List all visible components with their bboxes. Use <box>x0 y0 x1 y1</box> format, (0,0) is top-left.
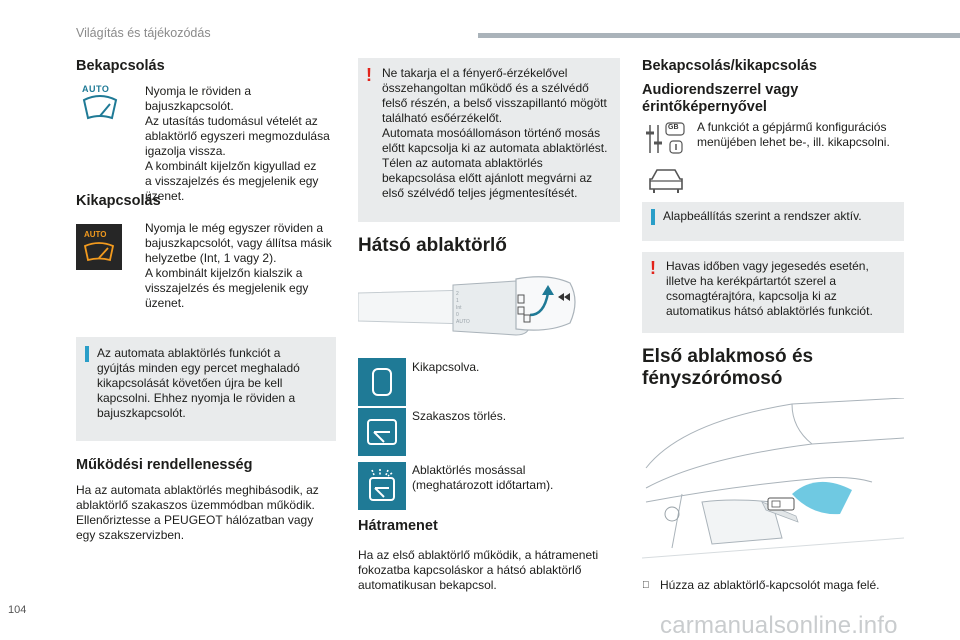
rear-wiper-intermittent-icon <box>358 408 406 456</box>
stalk-label: Int <box>456 305 462 311</box>
settings-sliders-icon <box>644 121 688 157</box>
gb-label: GB <box>668 124 679 131</box>
info-note-text-1: Az automata ablaktörlés funkciót a gyújtás minden egy percet meghaladó kikapcsolását követően újra be kell kapcsolni. Ehhez nyomja le röviden a bajuszkapcsolót. <box>97 346 300 420</box>
info-icon <box>85 346 89 362</box>
info-note-text-2: Alapbeállítás szerint a rendszer aktív. <box>663 209 862 223</box>
heading-bekapcsolas: Bekapcsolás <box>76 58 165 74</box>
heading-hatso-ablaktorlo: Hátsó ablaktörlő <box>358 235 507 256</box>
bullet-arrow-icon <box>642 578 658 593</box>
heading-audiorendszer: Audiorendszerrel vagy érintőképernyővel <box>642 82 799 115</box>
page-header <box>0 0 960 44</box>
mode-off-text: Kikapcsolva. <box>412 360 480 374</box>
heading-elso-ablakmoso: Első ablakmosó és fényszórómosó <box>642 346 814 389</box>
heading-bekapcsolas-kikapcsolas: Bekapcsolás/kikapcsolás <box>642 58 817 74</box>
page-number: 104 <box>8 604 27 616</box>
watermark: carmanualsonline.info <box>660 612 898 639</box>
config-menu-text: A funkciót a gépjármű konfigurációs menüjében lehet be-, ill. kikapcsolni. <box>697 120 890 149</box>
stalk-label: AUTO <box>456 319 470 325</box>
car-front-illustration <box>642 398 904 566</box>
mode-intermittent-text: Szakaszos törlés. <box>412 409 507 423</box>
mukodesi-text: Ha az automata ablaktörlés meghibásodik, az ablaktörlő szakaszos üzemmódban működik. Ellenőriztesse a PEUGEOT hálózatban vagy egy szakszervizben. <box>76 483 319 542</box>
rear-wiper-stalk-illustration <box>358 275 620 345</box>
stalk-label: 2 <box>456 291 459 297</box>
header-bar <box>478 33 960 38</box>
rear-wiper-wash-icon <box>358 462 406 510</box>
vehicle-settings-icon <box>646 167 686 195</box>
hatramenet-text: Ha az első ablaktörlő működik, a hátrameneti fokozatba kapcsoláskor a hátsó ablaktörlő automatikusan bekapcsol. <box>358 548 599 592</box>
auto-wiper-indicator-icon <box>76 224 122 270</box>
warn-note-text-2: Havas időben vagy jegesedés esetén, illetve ha kerékpártartót szerel a csomagtérajtóra, kapcsolja ki az automatikus hátsó ablaktörlés funkciót. <box>666 259 873 318</box>
heading-mukodesi-rendellenesseg: Működési rendellenesség <box>76 457 253 473</box>
section-title: Világítás és tájékozódás <box>76 26 211 40</box>
kikapcsolas-text: Nyomja le még egyszer röviden a bajuszkapcsolót, vagy állítsa másik helyzetbe (Int, 1 vagy 2). A kombinált kijelzőn kialszik a visszajelzés és megjelenik egy üzenet. <box>145 221 332 310</box>
bekapcsolas-text: Nyomja le röviden a bajuszkapcsolót. Az utasítás tudomásul vételét az ablaktörlő egyszeri megmozdulása igazolja vissza. A kombinált kijelzőn kigyullad ez a visszajelzés és megjelenik egy üzenet. <box>145 84 330 203</box>
mode-wash-text: Ablaktörlés mosással (meghatározott időtartam). <box>412 463 554 492</box>
auto-indicator-label: AUTO <box>84 230 107 239</box>
stalk-label: 1 <box>456 298 459 304</box>
warning-icon: ! <box>366 65 372 85</box>
stalk-label: 0 <box>456 312 459 318</box>
heading-hatramenet: Hátramenet <box>358 518 438 534</box>
heading-kikapcsolas: Kikapcsolás <box>76 193 161 209</box>
auto-wiper-icon <box>80 84 120 124</box>
auto-icon-label: AUTO <box>82 84 110 94</box>
stalk-position-labels <box>456 291 470 326</box>
rear-wiper-off-icon <box>358 358 406 406</box>
instruction-text: Húzza az ablaktörlő-kapcsolót maga felé. <box>660 578 880 592</box>
info-icon <box>651 209 655 225</box>
warn-note-text-1: Ne takarja el a fényerő-érzékelővel összehangoltan működő és a szélvédő felső részén, a belső visszapillantó mögött található esőérzékelőt. Automata mosóállomáson történő mosás előtt kapcsolja ki az automata ablaktörlést. Télen az automata ablaktörlés bekapcsolása előtt ajánlott megvárni az első szélvédő teljes jégmentesítését. <box>382 66 608 200</box>
warning-icon: ! <box>650 258 656 278</box>
